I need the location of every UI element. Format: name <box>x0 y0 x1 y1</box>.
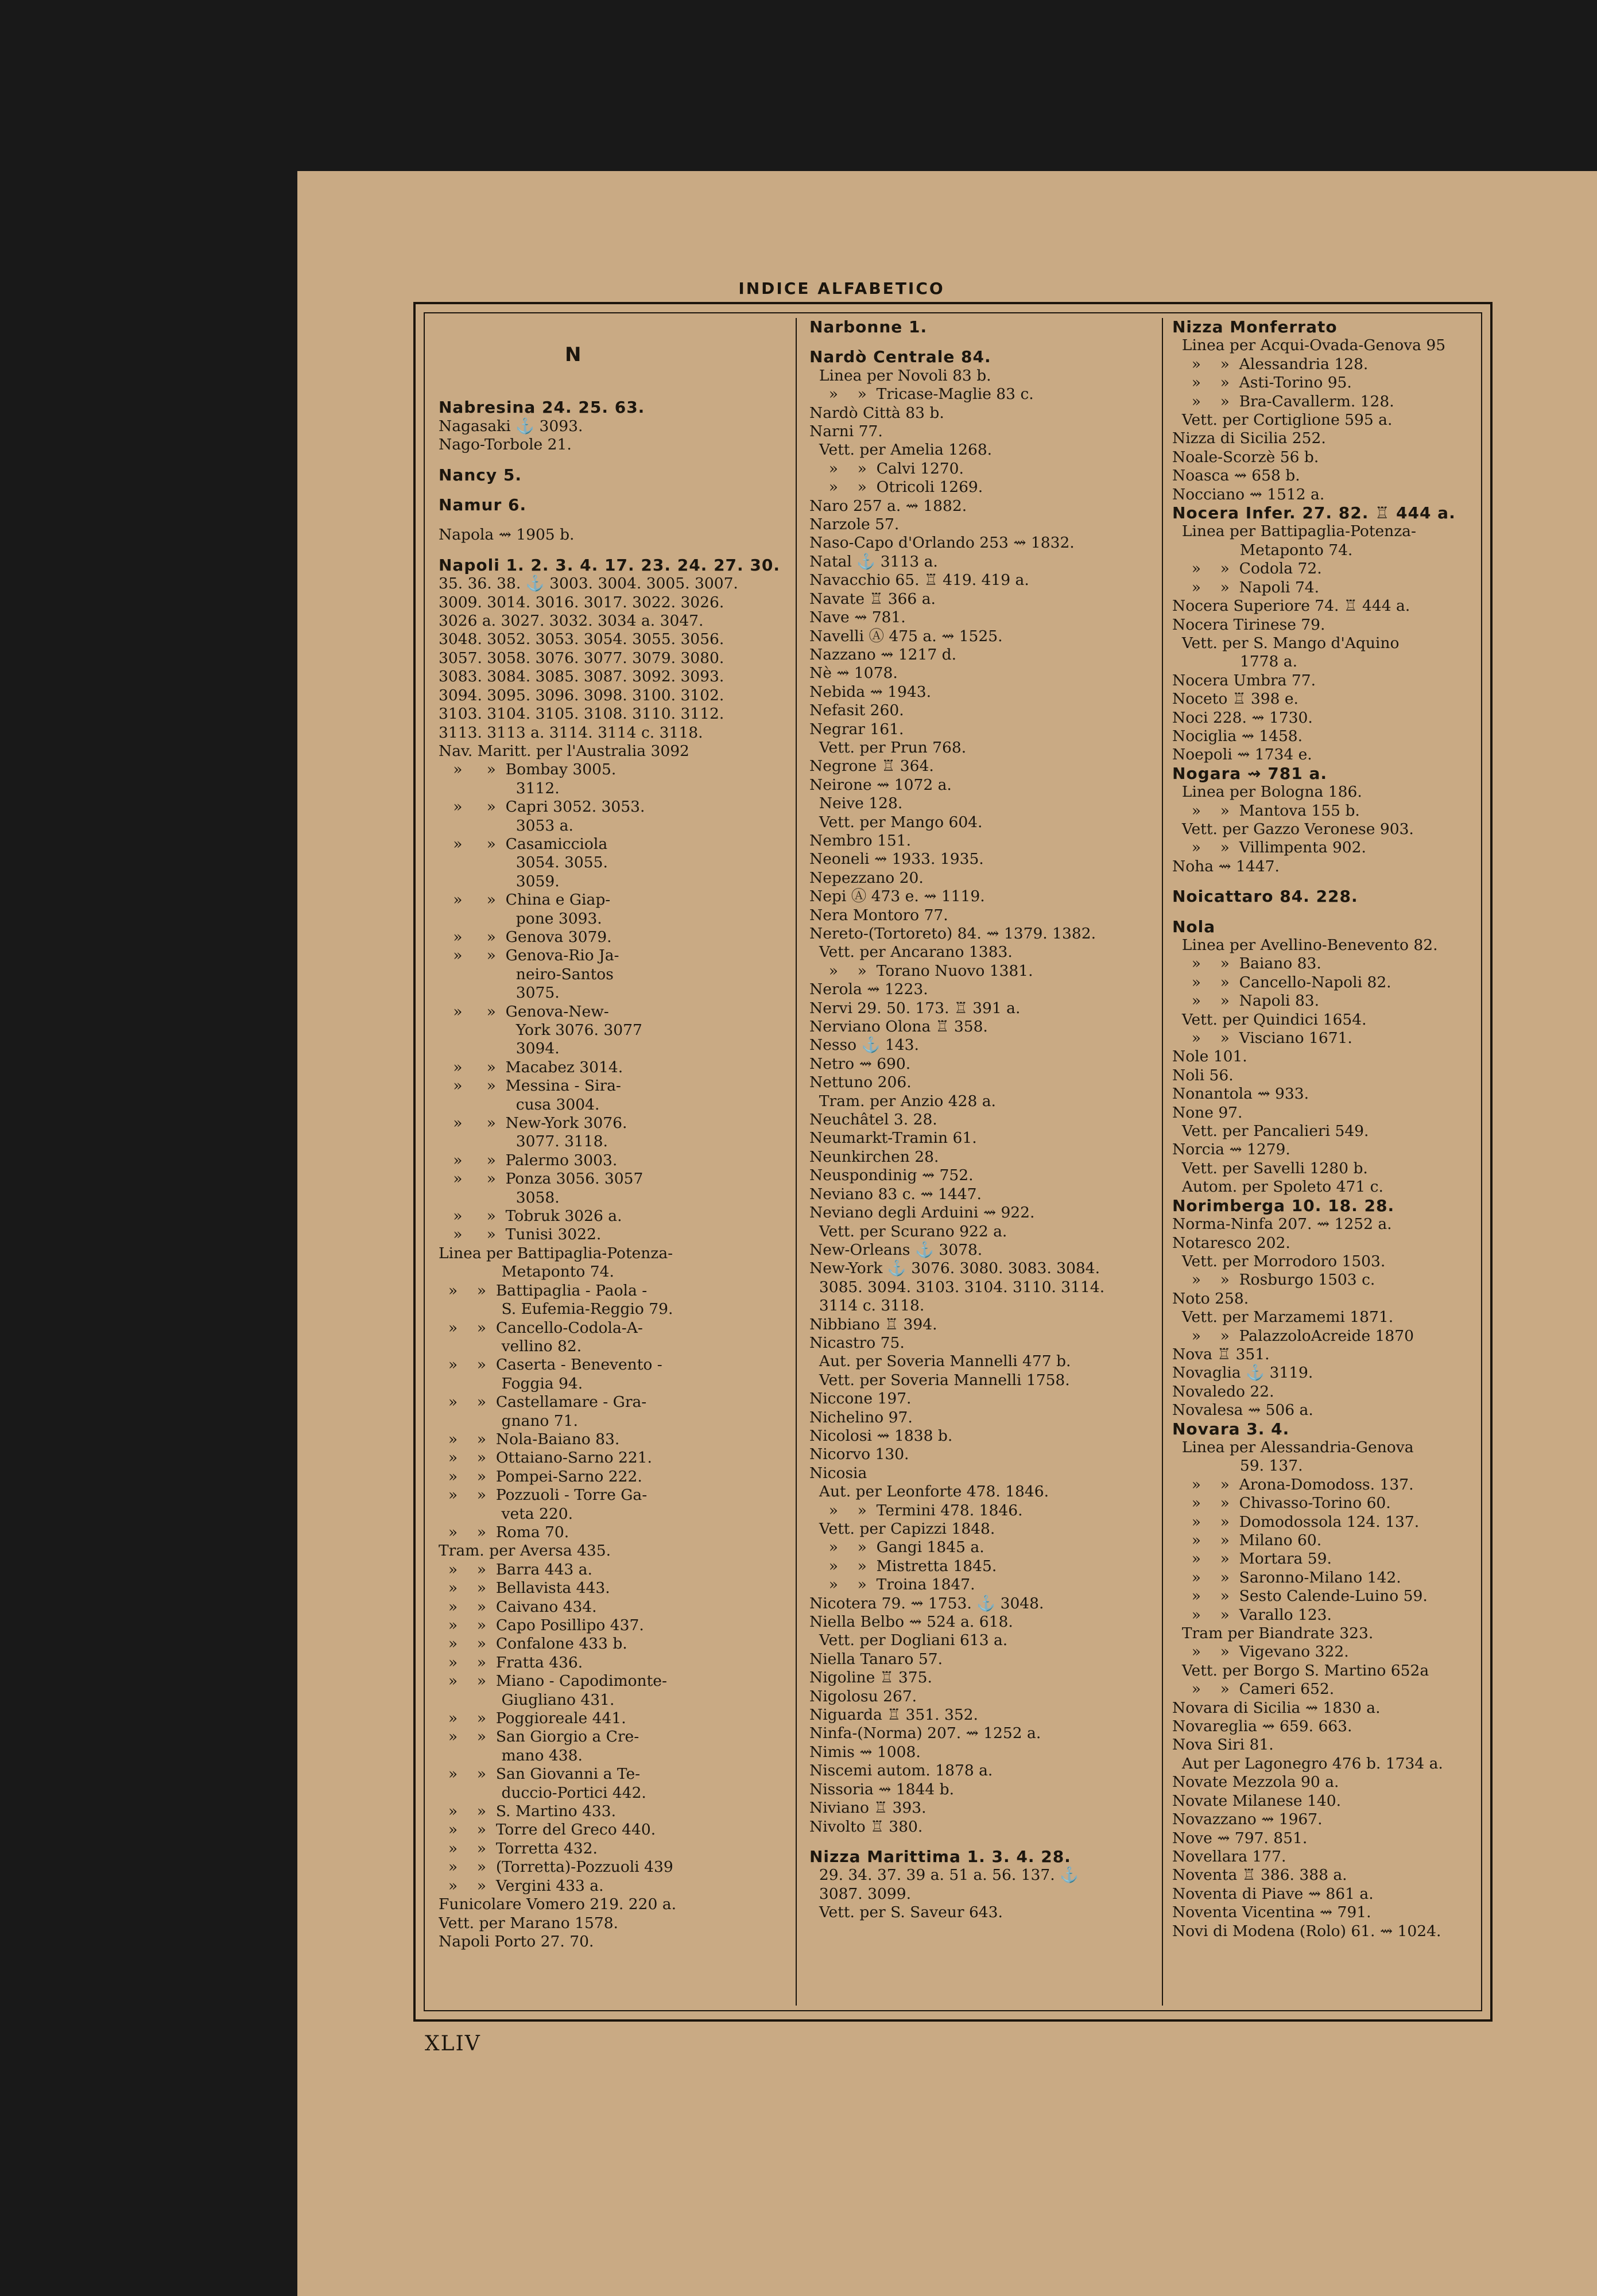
index-entry: Nicosia <box>809 1464 867 1482</box>
entry-gap <box>809 1836 1142 1848</box>
index-entry: Vett. per Gazzo Veronese 903. <box>1172 820 1414 838</box>
index-entry: Tram per Biandrate 323. <box>1172 1624 1374 1643</box>
index-entry: » » Saronno-Milano 142. <box>1172 1568 1401 1587</box>
index-heading: Novara 3. 4. <box>1172 1419 1290 1438</box>
index-column-3 <box>1172 318 1499 2006</box>
index-entry: Neive 128. <box>809 794 903 813</box>
entry-gap <box>1172 876 1499 887</box>
index-entry: Niscemi autom. 1878 a. <box>809 1762 993 1780</box>
index-entry: Novazzano ⇝ 1967. <box>1172 1810 1323 1829</box>
index-entry: » » Battipaglia - Paola - <box>439 1281 648 1300</box>
index-entry: Novellara 177. <box>1172 1847 1286 1865</box>
index-entry: Tram. per Anzio 428 a. <box>809 1092 996 1110</box>
index-entry: Nav. Maritt. per l'Australia 3092 <box>439 742 689 760</box>
index-entry: » » Bombay 3005. <box>439 761 617 779</box>
index-entry: » » Varallo 123. <box>1172 1605 1332 1624</box>
index-entry: Vett. per Pancalieri 549. <box>1172 1122 1369 1141</box>
index-entry: » » Mistretta 1845. <box>809 1557 997 1575</box>
index-entry: Nè ⇝ 1078. <box>809 664 898 682</box>
index-entry: Noventa Vicentina ⇝ 791. <box>1172 1903 1371 1922</box>
index-entry: Norma-Ninfa 207. ⇝ 1252 a. <box>1172 1215 1392 1234</box>
index-entry: Ninfa-(Norma) 207. ⇝ 1252 a. <box>809 1724 1041 1743</box>
column-divider <box>1162 318 1163 2006</box>
index-entry: Noto 258. <box>1172 1289 1249 1308</box>
index-entry: 3053 a. <box>439 816 573 835</box>
index-entry: Vett. per Mango 604. <box>809 813 983 831</box>
index-entry: Linea per Battipaglia-Potenza- <box>1172 522 1416 541</box>
index-entry: » » Napoli 74. <box>1172 578 1320 596</box>
index-entry: Navacchio 65. ♖ 419. 419 a. <box>809 571 1029 589</box>
index-entry: 3075. <box>439 984 560 1002</box>
index-entry: Metaponto 74. <box>439 1263 614 1281</box>
index-entry: » » Bellavista 443. <box>439 1579 610 1597</box>
index-entry: » » Miano - Capodimonte- <box>439 1672 667 1690</box>
index-entry: veta 220. <box>439 1504 573 1523</box>
index-entry: » » Messina - Sira- <box>439 1077 621 1095</box>
index-entry: » » Termini 478. 1846. <box>809 1501 1023 1519</box>
index-entry: » » Caivano 434. <box>439 1597 597 1616</box>
index-entry: Linea per Alessandria-Genova <box>1172 1438 1414 1456</box>
index-entry: Nago-Torbole 21. <box>439 436 572 454</box>
index-entry: cusa 3004. <box>439 1095 600 1114</box>
index-entry: Linea per Novoli 83 b. <box>809 366 991 385</box>
index-entry: 3087. 3099. <box>809 1884 911 1903</box>
index-entry: Vett. per Prun 768. <box>809 738 967 757</box>
index-entry: Nova ♖ 351. <box>1172 1345 1270 1363</box>
index-entry: » » (Torretta)-Pozzuoli 439 <box>439 1858 673 1876</box>
index-entry: » » Napoli 83. <box>1172 992 1320 1010</box>
index-entry: Natal ⚓ 3113 a. <box>809 552 938 571</box>
index-entry: » » Milano 60. <box>1172 1531 1322 1549</box>
index-entry: » » Domodossola 124. 137. <box>1172 1512 1420 1531</box>
index-entry: » » Genova-New- <box>439 1002 609 1021</box>
index-entry: Vett. per Morrodoro 1503. <box>1172 1252 1386 1270</box>
index-entry: None 97. <box>1172 1103 1243 1122</box>
index-entry: Noale-Scorzè 56 b. <box>1172 448 1319 466</box>
book-page <box>297 171 1597 2296</box>
index-entry: » » Villimpenta 902. <box>1172 839 1366 857</box>
index-heading: Narbonne 1. <box>809 318 928 336</box>
index-entry: Nigoline ♖ 375. <box>809 1669 932 1687</box>
index-entry: Nonantola ⇝ 933. <box>1172 1085 1309 1103</box>
index-entry: 3057. 3058. 3076. 3077. 3079. 3080. <box>439 649 724 667</box>
index-entry: Tram. per Aversa 435. <box>439 1542 611 1560</box>
index-entry: neiro-Santos <box>439 965 614 983</box>
section-letter: N <box>565 343 582 366</box>
index-entry: Nicorvo 130. <box>809 1445 909 1464</box>
index-entry: Nagasaki ⚓ 3093. <box>439 417 583 435</box>
index-entry: 3103. 3104. 3105. 3108. 3110. 3112. <box>439 705 724 723</box>
index-entry: Nerola ⇝ 1223. <box>809 980 928 999</box>
index-entry: » » Rosburgo 1503 c. <box>1172 1271 1375 1289</box>
index-entry: vellino 82. <box>439 1337 582 1355</box>
index-entry: Novate Milanese 140. <box>1172 1791 1342 1810</box>
index-entry: Nardò Città 83 b. <box>809 404 944 422</box>
entry-gap <box>439 455 783 466</box>
index-entry: Funicolare Vomero 219. 220 a. <box>439 1895 677 1914</box>
index-entry: 3114 c. 3118. <box>809 1297 925 1315</box>
index-entry: Nettuno 206. <box>809 1073 912 1092</box>
index-entry: Navate ♖ 366 a. <box>809 589 936 608</box>
entry-gap <box>1172 906 1499 918</box>
index-entry: » » Pompei-Sarno 222. <box>439 1467 642 1486</box>
index-entry: » » Vigevano 322. <box>1172 1643 1349 1661</box>
index-entry: Nizza di Sicilia 252. <box>1172 429 1326 448</box>
index-entry: » » Torre del Greco 440. <box>439 1821 656 1839</box>
index-entry: » » Casamicciola <box>439 835 608 853</box>
index-entry: » » Calvi 1270. <box>809 459 964 478</box>
index-entry: 35. 36. 38. ⚓ 3003. 3004. 3005. 3007. <box>439 575 738 593</box>
index-entry: » » Tricase-Maglie 83 c. <box>809 385 1034 404</box>
index-entry: Vett. per S. Mango d'Aquino <box>1172 634 1400 652</box>
index-entry: Vett. per Cortiglione 595 a. <box>1172 411 1393 429</box>
index-entry: Vett. per Marzamemi 1871. <box>1172 1308 1394 1327</box>
index-entry: 1778 a. <box>1172 653 1298 671</box>
index-entry: 3083. 3084. 3085. 3087. 3092. 3093. <box>439 668 724 686</box>
index-entry: Navelli Ⓐ 475 a. ⇝ 1525. <box>809 627 1003 645</box>
index-entry: 3026 a. 3027. 3032. 3034 a. 3047. <box>439 612 704 630</box>
index-entry: Niguarda ♖ 351. 352. <box>809 1706 978 1724</box>
index-entry: 3113. 3113 a. 3114. 3114 c. 3118. <box>439 723 703 742</box>
index-entry: » » Sesto Calende-Luino 59. <box>1172 1587 1428 1605</box>
index-entry: Neviano 83 c. ⇝ 1447. <box>809 1185 982 1203</box>
index-column-1 <box>439 318 783 2006</box>
index-entry: gnano 71. <box>439 1411 578 1430</box>
entry-gap <box>439 545 783 556</box>
index-entry: Metaponto 74. <box>1172 541 1353 559</box>
index-entry: Novi di Modena (Rolo) 61. ⇝ 1024. <box>1172 1922 1441 1940</box>
index-entry: » » Palermo 3003. <box>439 1151 618 1169</box>
index-heading: Nizza Marittima 1. 3. 4. 28. <box>809 1847 1071 1866</box>
index-entry: Nocera Superiore 74. ♖ 444 a. <box>1172 597 1410 615</box>
index-entry: 3059. <box>439 872 560 890</box>
index-entry: Noventa ♖ 386. 388 a. <box>1172 1866 1347 1884</box>
index-entry: Nissoria ⇝ 1844 b. <box>809 1780 955 1798</box>
index-entry: Nole 101. <box>1172 1048 1247 1066</box>
index-entry: Nembro 151. <box>809 831 912 850</box>
index-frame <box>413 302 1493 2022</box>
index-entry: » » New-York 3076. <box>439 1114 627 1133</box>
index-entry: Nocera Tirinese 79. <box>1172 615 1325 634</box>
index-heading: Nizza Monferrato <box>1172 318 1338 336</box>
index-entry: Norcia ⇝ 1279. <box>1172 1141 1290 1159</box>
index-entry: » » Capri 3052. 3053. <box>439 798 645 816</box>
index-entry: » » PalazzoloAcreide 1870 <box>1172 1327 1414 1345</box>
index-entry: » » Baiano 83. <box>1172 955 1321 973</box>
index-entry: Netro ⇝ 690. <box>809 1054 911 1073</box>
index-entry: » » Genova-Rio Ja- <box>439 947 619 965</box>
index-entry: Neuspondinig ⇝ 752. <box>809 1166 974 1185</box>
index-heading: Norimberga 10. 18. 28. <box>1172 1196 1395 1215</box>
index-entry: » » Ponza 3056. 3057 <box>439 1170 644 1188</box>
index-entry: Nerviano Olona ♖ 358. <box>809 1018 988 1036</box>
index-entry: » » Vergini 433 a. <box>439 1876 604 1895</box>
index-heading: Nola <box>1172 917 1216 936</box>
index-entry: Nazzano ⇝ 1217 d. <box>809 645 957 664</box>
index-entry: » » Chivasso-Torino 60. <box>1172 1494 1391 1512</box>
index-entry: » » Ottaiano-Sarno 221. <box>439 1449 652 1467</box>
index-entry: Novara di Sicilia ⇝ 1830 a. <box>1172 1698 1381 1717</box>
index-entry: Neumarkt-Tramin 61. <box>809 1129 977 1147</box>
index-entry: Negrar 161. <box>809 720 904 738</box>
index-entry: Notaresco 202. <box>1172 1234 1290 1252</box>
index-entry: Noventa di Piave ⇝ 861 a. <box>1172 1884 1374 1903</box>
index-entry: Napola ⇝ 1905 b. <box>439 526 575 544</box>
index-entry: » » Mortara 59. <box>1172 1550 1332 1568</box>
index-entry: Linea per Avellino-Benevento 82. <box>1172 936 1438 954</box>
index-entry: Nepezzano 20. <box>809 868 924 887</box>
index-entry: Vett. per Borgo S. Martino 652a <box>1172 1661 1429 1680</box>
index-entry: Autom. per Spoleto 471 c. <box>1172 1178 1383 1196</box>
index-entry: » » Roma 70. <box>439 1523 569 1541</box>
index-entry: » » Poggioreale 441. <box>439 1709 626 1728</box>
index-entry: pone 3093. <box>439 909 602 928</box>
index-entry: Aut. per Leonforte 478. 1846. <box>809 1483 1049 1501</box>
index-entry: Noepoli ⇝ 1734 e. <box>1172 746 1312 764</box>
index-entry: Vett. per Quindici 1654. <box>1172 1010 1367 1029</box>
index-entry: Napoli Porto 27. 70. <box>439 1932 594 1950</box>
index-entry: Novalesa ⇝ 506 a. <box>1172 1401 1313 1420</box>
index-entry: Nociglia ⇝ 1458. <box>1172 727 1303 745</box>
index-entry: York 3076. 3077 <box>439 1021 642 1039</box>
index-entry: Nove ⇝ 797. 851. <box>1172 1829 1308 1847</box>
index-entry: » » Macabez 3014. <box>439 1058 623 1076</box>
index-entry: » » Barra 443 a. <box>439 1560 592 1578</box>
index-entry: » » Alessandria 128. <box>1172 355 1369 373</box>
index-entry: Nicolosi ⇝ 1838 b. <box>809 1426 953 1445</box>
index-entry: Vett. per Ancarano 1383. <box>809 943 1013 961</box>
index-entry: 3054. 3055. <box>439 854 608 872</box>
index-column-2 <box>809 318 1142 2006</box>
index-entry: » » Asti-Torino 95. <box>1172 374 1352 392</box>
index-entry: mano 438. <box>439 1746 583 1764</box>
index-entry: 3112. <box>439 779 560 797</box>
index-entry: 3058. <box>439 1188 560 1207</box>
index-heading: Noicattaro 84. 228. <box>1172 887 1358 906</box>
index-entry: Novaglia ⚓ 3119. <box>1172 1364 1313 1382</box>
index-entry: New-York ⚓ 3076. 3080. 3083. 3084. <box>809 1259 1100 1278</box>
index-entry: Linea per Bologna 186. <box>1172 783 1362 801</box>
index-entry: Narzole 57. <box>809 515 900 534</box>
index-entry: Narni 77. <box>809 422 883 441</box>
index-entry: Vett. per Capizzi 1848. <box>809 1520 995 1538</box>
index-entry: Nibbiano ♖ 394. <box>809 1315 937 1333</box>
index-heading: Nancy 5. <box>439 465 522 484</box>
index-entry: Nicotera 79. ⇝ 1753. ⚓ 3048. <box>809 1594 1044 1612</box>
index-entry: » » Arona-Domodoss. 137. <box>1172 1475 1414 1494</box>
index-entry: » » Capo Posillipo 437. <box>439 1616 644 1634</box>
index-heading: Nabresina 24. 25. 63. <box>439 398 645 417</box>
index-entry: » » Confalone 433 b. <box>439 1635 627 1653</box>
index-entry: Aut per Lagonegro 476 b. 1734 a. <box>1172 1754 1443 1773</box>
index-entry: Novareglia ⇝ 659. 663. <box>1172 1717 1352 1736</box>
index-entry: 3094. <box>439 1040 560 1058</box>
index-entry: Vett. per Scurano 922 a. <box>809 1222 1007 1240</box>
index-entry: » » Troina 1847. <box>809 1576 975 1594</box>
index-heading: Napoli 1. 2. 3. 4. 17. 23. 24. 27. 30. <box>439 555 781 575</box>
index-entry: Vett. per Savelli 1280 b. <box>1172 1159 1368 1177</box>
index-entry: Nefasit 260. <box>809 701 904 720</box>
index-entry: Nivolto ♖ 380. <box>809 1817 923 1836</box>
index-entry: » » Codola 72. <box>1172 560 1322 578</box>
index-heading: Nardò Centrale 84. <box>809 347 991 367</box>
index-entry: » » Caserta - Benevento - <box>439 1356 662 1374</box>
index-entry: S. Eufemia-Reggio 79. <box>439 1300 673 1318</box>
index-entry: Nervi 29. 50. 173. ♖ 391 a. <box>809 999 1021 1017</box>
entry-gap <box>809 336 1142 348</box>
index-entry: Vett. per Dogliani 613 a. <box>809 1631 1008 1650</box>
index-entry: Novaledo 22. <box>1172 1382 1274 1401</box>
index-entry: Neoneli ⇝ 1933. 1935. <box>809 850 984 868</box>
index-entry: » » S. Martino 433. <box>439 1802 617 1821</box>
index-entry: 3009. 3014. 3016. 3017. 3022. 3026. <box>439 593 724 611</box>
index-entry: Niella Tanaro 57. <box>809 1650 943 1668</box>
index-entry: Vett. per Soveria Mannelli 1758. <box>809 1371 1070 1389</box>
index-entry: Aut. per Soveria Mannelli 477 b. <box>809 1352 1071 1371</box>
index-entry: 3094. 3095. 3096. 3098. 3100. 3102. <box>439 686 724 704</box>
index-entry: Nesso ⚓ 143. <box>809 1036 919 1054</box>
index-entry: Noha ⇝ 1447. <box>1172 857 1280 875</box>
index-entry: Nave ⇝ 781. <box>809 608 906 627</box>
index-entry: Nigolosu 267. <box>809 1687 917 1705</box>
index-entry: Noasca ⇝ 658 b. <box>1172 467 1300 485</box>
index-entry: Noci 228. ⇝ 1730. <box>1172 708 1313 727</box>
index-entry: Naro 257 a. ⇝ 1882. <box>809 497 967 515</box>
index-entry: Linea per Battipaglia-Potenza- <box>439 1244 673 1262</box>
index-entry: Niccone 197. <box>809 1390 912 1408</box>
index-entry: Nebida ⇝ 1943. <box>809 682 931 701</box>
index-entry: Foggia 94. <box>439 1374 583 1393</box>
index-entry: » » Gangi 1845 a. <box>809 1538 984 1557</box>
page-header: INDICE ALFABETICO <box>738 279 945 298</box>
index-entry: Noli 56. <box>1172 1066 1234 1084</box>
index-entry: Nocera Umbra 77. <box>1172 671 1316 689</box>
index-entry: » » Tunisi 3022. <box>439 1225 602 1244</box>
index-entry: Vett. per Amelia 1268. <box>809 441 993 459</box>
index-entry: Novate Mezzola 90 a. <box>1172 1773 1339 1791</box>
index-entry: Giugliano 431. <box>439 1690 615 1709</box>
index-entry: Vett. per S. Saveur 643. <box>809 1903 1003 1922</box>
index-entry: » » Otricoli 1269. <box>809 478 983 497</box>
index-entry: » » Genova 3079. <box>439 928 612 946</box>
index-entry: » » San Giorgio a Cre- <box>439 1728 639 1746</box>
index-entry: Niella Belbo ⇝ 524 a. 618. <box>809 1613 1013 1631</box>
page-number: XLIV <box>425 2032 481 2055</box>
index-entry: Noceto ♖ 398 e. <box>1172 690 1298 708</box>
index-entry: Neuchâtel 3. 28. <box>809 1111 937 1129</box>
index-entry: Nimis ⇝ 1008. <box>809 1743 921 1761</box>
index-entry: 3085. 3094. 3103. 3104. 3110. 3114. <box>809 1278 1105 1296</box>
index-entry: » » Tobruk 3026 a. <box>439 1207 622 1225</box>
index-entry: » » Bra-Cavallerm. 128. <box>1172 392 1394 410</box>
index-entry: Nocciano ⇝ 1512 a. <box>1172 485 1325 503</box>
index-entry: Linea per Acqui-Ovada-Genova 95 <box>1172 336 1446 355</box>
index-entry: Nicastro 75. <box>809 1333 905 1352</box>
index-entry: » » Cancello-Codola-A- <box>439 1318 643 1337</box>
index-entry: Nereto-(Tortoreto) 84. ⇝ 1379. 1382. <box>809 925 1096 943</box>
index-entry: 59. 137. <box>1172 1457 1303 1475</box>
index-entry: New-Orleans ⚓ 3078. <box>809 1240 983 1259</box>
index-entry: Vett. per Marano 1578. <box>439 1914 618 1932</box>
index-heading: Nocera Infer. 27. 82. ♖ 444 a. <box>1172 503 1456 523</box>
index-heading: Namur 6. <box>439 495 527 515</box>
index-entry: Nova Siri 81. <box>1172 1736 1274 1754</box>
index-entry: Neviano degli Arduini ⇝ 922. <box>809 1204 1035 1222</box>
index-entry: » » Visciano 1671. <box>1172 1029 1352 1048</box>
index-entry: Neirone ⇝ 1072 a. <box>809 775 952 794</box>
index-entry: Niviano ♖ 393. <box>809 1799 927 1817</box>
index-entry: » » China e Giap- <box>439 891 611 909</box>
index-entry: » » Fratta 436. <box>439 1653 583 1671</box>
index-entry: » » Nola-Baiano 83. <box>439 1430 620 1448</box>
index-entry: » » Cancello-Napoli 82. <box>1172 973 1391 991</box>
column-divider <box>796 318 797 2006</box>
index-entry: » » Torano Nuovo 1381. <box>809 961 1033 980</box>
index-entry: » » Pozzuoli - Torre Ga- <box>439 1486 648 1504</box>
entry-gap <box>439 514 783 526</box>
index-entry: » » Cameri 652. <box>1172 1680 1335 1698</box>
index-inner-frame <box>424 312 1482 2011</box>
index-entry: 29. 34. 37. 39 a. 51 a. 56. 137. ⚓ <box>809 1866 1079 1884</box>
index-entry: Nepi Ⓐ 473 e. ⇝ 1119. <box>809 887 985 906</box>
index-entry: » » Torretta 432. <box>439 1839 598 1857</box>
index-entry: 3077. 3118. <box>439 1133 608 1151</box>
index-entry: Naso-Capo d'Orlando 253 ⇝ 1832. <box>809 534 1075 552</box>
index-entry: » » Castellamare - Gra- <box>439 1393 647 1411</box>
index-entry: 3048. 3052. 3053. 3054. 3055. 3056. <box>439 630 724 649</box>
index-heading: Nogara ⇝ 781 a. <box>1172 763 1327 783</box>
index-entry: duccio-Portici 442. <box>439 1783 646 1802</box>
index-entry: Nera Montoro 77. <box>809 906 948 924</box>
index-entry: Neunkirchen 28. <box>809 1147 939 1166</box>
index-entry: » » Mantova 155 b. <box>1172 801 1360 820</box>
index-entry: Negrone ♖ 364. <box>809 757 934 775</box>
entry-gap <box>439 484 783 496</box>
index-entry: Nichelino 97. <box>809 1408 913 1426</box>
index-entry: » » San Giovanni a Te- <box>439 1765 641 1783</box>
